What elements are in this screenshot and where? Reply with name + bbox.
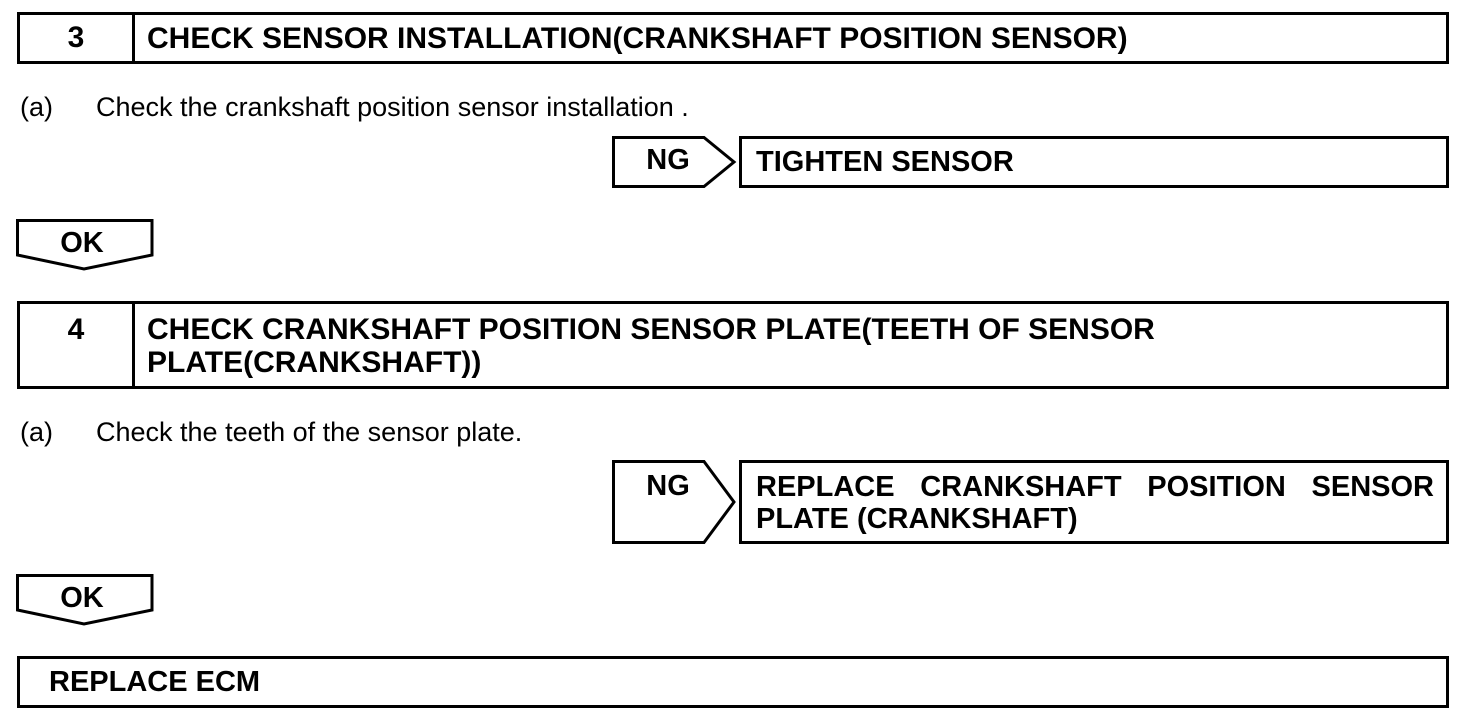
step4-ng-action-line2: PLATE (CRANKSHAFT)	[756, 503, 1078, 535]
step3-number: 3	[20, 15, 135, 61]
step3-ng-label: NG	[646, 144, 690, 176]
step3-ng-action	[739, 136, 1449, 188]
step3-ng-action-text: TIGHTEN SENSOR	[756, 146, 1014, 178]
step4-ng-action	[739, 460, 1449, 544]
final-action-text: REPLACE ECM	[49, 666, 261, 698]
step4-ok-label: OK	[60, 582, 104, 614]
step3-header	[17, 12, 1449, 64]
step3-title: CHECK SENSOR INSTALLATION(CRANKSHAFT POSITION SENSOR)	[147, 22, 1128, 55]
step4-header	[17, 301, 1449, 389]
step3-ok-label: OK	[60, 227, 104, 259]
step4-title-line1: CHECK CRANKSHAFT POSITION SENSOR PLATE(TEETH OF SENSOR	[147, 313, 1155, 346]
step3-sub-label: (a)	[20, 92, 53, 122]
step4-ng-label: NG	[646, 470, 690, 502]
step4-number: 4	[20, 304, 135, 386]
step4-sub-text: Check the teeth of the sensor plate.	[96, 417, 523, 447]
step4-title-line2: PLATE(CRANKSHAFT))	[147, 346, 482, 379]
final-action-box	[17, 656, 1449, 708]
step4-sub-label: (a)	[20, 417, 53, 447]
step3-sub-text: Check the crankshaft position sensor installation .	[96, 92, 689, 122]
step4-ng-action-line1: REPLACE CRANKSHAFT POSITION SENSOR	[756, 471, 1434, 503]
